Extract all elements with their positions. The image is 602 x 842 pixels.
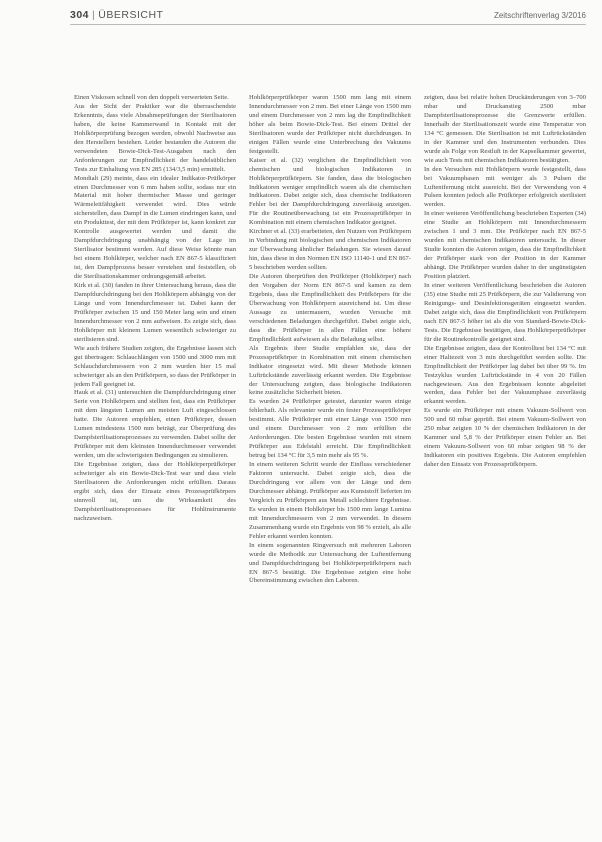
paragraph: Einen Viskosen schnell von den doppelt verwerteten Seite.: [74, 94, 229, 101]
column-2: [249, 94, 411, 834]
paragraph: Die Ergebnisse zeigten, dass der Kontrolltest bei 134 °C mit einer Haltezeit von 3 min durchgeführt werden sollte. Die Empfindlichkeit der Prüfkörper lag dabei bei über 99 %. Im Testzyklus wurden Luftrückstände in 4 von 20 Fällen nachgewiesen. Aus den Ergebnissen konnte abgeleitet werden, dass Fehler bei der Vakuumphase zuverlässig erkannt werden.: [424, 344, 586, 406]
paragraph: In einem weiteren Schritt wurde der Einfluss verschiedener Faktoren untersucht. Dabei zeigte sich, dass die Durchdringung vor allem von der Länge und dem Durchmesser abhängt. Prüfkörper aus Kunststoff lieferten im Vergleich zu Prüfkörpern aus Metall schlechtere Ergebnisse. Es wurden in einem Hohlkörper bis 1500 mm lange Lumina mit Innendurchmessern von 2 mm verwendet. In diesem Zusammenhang wurde ein Ergebnis von 98 % erzielt, als alle Fehler erkannt werden konnten.: [249, 461, 411, 540]
paragraph: Die Ergebnisse zeigten, dass der Hohlkörperprüfkörper schwieriger als ein Bowie-Dick-Test war und dass viele Sterilisatoren die Anforderungen nicht erfüllten. Daraus ergibt sich, dass der Einsatz eines Prozessprüfkörpers sinnvoll ist, um die Wirksamkeit des Dampfsterilisationsprozesses für Hohlinstrumente nachzuweisen.: [74, 461, 236, 522]
paragraph: In einer weiteren Veröffentlichung beschrieben die Autoren (35) eine Studie mit 25 Prüfkörpern, die zur Validierung von Reinigungs- und Desinfektionsgeräten eingesetzt wurden. Dabei zeigte sich, dass die Empfindlichkeit von Prüfkörpern nach EN 867-5 höher ist als die von Standard-Bowie-Dick-Tests. Die Ergebnisse bestätigen, dass Hohlkörperprüfkörper für die Routinekontrolle geeignet sind.: [424, 282, 586, 343]
paragraph: Es wurden 24 Prüfkörper getestet, darunter waren einige fehlerhaft. Als relevanter wurde ein fester Prozessprüfkörper bestimmt. Alle Prüfkörper mit einer Länge von 1500 mm und einem Durchmesser von 2 mm erfüllten die Anforderungen. Die besten Ergebnisse wurden mit einem Prüfkörper aus Edelstahl erreicht. Die Empfindlichkeit betrug bei 134 °C für 3,5 min mehr als 95 %.: [249, 398, 411, 460]
paragraph: Die Autoren überprüften den Prüfkörper (Hohlkörper) nach den Vorgaben der Norm EN 867-5 und kamen zu dem Ergebnis, dass die Empfindlichkeit des Prüfkörpers für die Überwachung von Hohlkörpern ausreichend ist. Um diese Aussage zu untermauern, wurden Versuche mit verschiedenen Beladungen durchgeführt. Dabei zeigte sich, dass die Prüfkörper in allen Fällen eine höhere Empfindlichkeit aufwiesen als die Beladung selbst.: [249, 273, 411, 343]
paragraph: Hohlkörperprüfkörper waren 1500 mm lang mit einem Innendurchmesser von 2 mm. Bei einer Länge von 1500 mm und einem Durchmesser von 2 mm lag die Empfindlichkeit höher als beim Bowie-Dick-Test. Bei einem Drittel der Sterilisatoren wurde der Prüfkörper nicht durchdrungen. In einigen Fällen wurde eine Unterbrechung des Vakuums festgestellt.: [249, 94, 411, 155]
paragraph: Mondialt (29) meinte, dass ein idealer Indikator-Prüfkörper einen Durchmesser von 6 mm haben sollte, sodass nur ein Material mit hoher thermischer Masse und geringer Wärmeleitfähigkeit verwendet wird. Dies würde sicherstellen, dass Dampf in die Lumen eindringen kann, und ein Produkttest, der mit dem Prüfkörper ist, kann konkret zur Kontrolle ausgewertet werden und damit die Dampfdurchdringung unabhängig von der Lage im Sterilisator bestimmt werden. Auf diese Weise könnte man bei einem Hohlkörper, welcher nach EN 867-5 klassifiziert ist, den Dampfprozess besser verstehen und feststellen, ob die Sterilisationskammer ordnungsgemäß arbeitet.: [74, 174, 236, 281]
text-columns: [74, 94, 588, 834]
header-left: [70, 9, 163, 24]
journal-name: Zeitschriftenverlag 3/2016: [493, 11, 586, 20]
paragraph: Aus der Sicht der Praktiker war die überraschendste Erkenntnis, dass viele Abnahmeprüfungen der Sterilisatoren haben, die keine Kammerwand in Kontakt mit der Hohlkörperprüfung bezogen werden, obwohl Nachweise aus den Herstellern bestehen. Leider bestanden die Autoren die verwendeten Bowie-Dick-Test-Ausgaben nach den Anforderungen zur Empfindlichkeit der handelsüblichen Tests zur Einhaltung von EN 285 (134/3,5 min) ermittelt.: [74, 102, 236, 173]
paragraph: In den Versuchen mit Hohlkörpern wurde festgestellt, dass bei Vakuumphasen mit weniger als 3 Pulsen die Luftentfernung nicht ausreicht. Bei der Verwendung von 4 Pulsen konnten jedoch alle Prüfkörper erfolgreich sterilisiert werden.: [424, 165, 586, 209]
paragraph: Kirk et al. (30) fanden in ihrer Untersuchung heraus, dass die Dampfdurchdringung bei den Hohlkörpern abhängig von der Länge und vom Innendurchmesser ist. Dabei kann der Prüfkörper zwischen 15 und 150 Meter lang sein und einen Innendurchmesser von 2 mm aufweisen. Es zeigte sich, dass Hohlkörper mit kleinem Lumen wesentlich schwieriger zu sterilisieren sind.: [74, 282, 236, 343]
paragraph: Wie auch frühere Studien zeigten, die Ergebnisse lassen sich gut übertragen: Schlauchlängen von 1500 und 3000 mm mit Schlauchdurchmessern von 2 mm wurden hier 15 mal schwieriger als an den Prüfkörpern, so dass der Prüfkörper in jedem Fall geeignet ist.: [74, 344, 236, 388]
section-title: ÜBERSICHT: [98, 9, 164, 21]
paragraph: In einem sogenannten Ringversuch mit mehreren Laboren wurde die Methodik zur Untersuchung der Luftentfernung und Dampfdurchdringung bei Hohlkörperprüfkörpern nach EN 867-5 bestätigt. Die Ergebnisse zeigten eine hohe Übereinstimmung zwischen den Laboren.: [249, 541, 411, 585]
paragraph: In einer weiteren Veröffentlichung beschrieben Experten (34) eine Studie an Hohlkörpern mit Innendurchmessern zwischen 1 und 3 mm. Die Prüfkörper nach EN 867-5 wurden mit chemischen Indikatoren untersucht. In dieser Studie konnten die Autoren zeigen, dass die Empfindlichkeit der Prüfkörper stark von der Position in der Kammer abhängt. Die Prüfkörper wurden daher in der ungünstigsten Position platziert.: [424, 210, 586, 281]
column-1: [74, 94, 236, 834]
paragraph: Kaiser et al. (32) verglichen die Empfindlichkeit von chemischen und biologischen Indikatoren in Hohlkörperprüfkörpern. Sie fanden, dass die biologischen Indikatoren weniger empfindlich waren als die chemischen Indikatoren. Dabei zeigte sich, dass chemische Indikatoren Fehler bei der Dampfdurchdringung zuverlässig anzeigen. Für die Routineüberwachung ist ein Prozessprüfkörper in Kombination mit einem chemischen Indikator geeignet.: [249, 156, 411, 227]
running-header: [70, 0, 586, 25]
header-separator: |: [92, 9, 96, 21]
paragraph: Es wurde ein Prüfkörper mit einem Vakuum-Sollwert von 500 und 60 mbar geprüft. Bei einem Vakuum-Sollwert von 250 mbar zeigten 10 % der chemischen Indikatoren in der Kammer und 5,8 % der Prüfkörper einen Fehler an. Bei einem Vakuum-Sollwert von 60 mbar zeigten 98 % der Indikatoren ein positives Ergebnis. Die Autoren empfehlen daher den Einsatz von Prozessprüfkörpern.: [424, 407, 586, 469]
page-number: 304: [70, 9, 90, 21]
column-3: [424, 94, 586, 834]
paragraph: zeigten, dass bei relativ hohen Druckänderungen von 3–700 mbar und Druckanstieg 2500 mbar Dampfsterilisationsprozesse die Grenzwerte erfüllen. Innerhalb der Sterilisationszeit wurde eine Temperatur von 134 °C gemessen. Die Sterilisation ist mit Luftrückständen in der Kammer und den Instrumenten verbunden. Dies wurde als Folge von Restluft in der Kapselkammer gewertet, wie auch Tests mit chemischen Indikatoren bestätigten.: [424, 94, 586, 164]
paragraph: Als Ergebnis ihrer Studie empfahlen sie, dass der Prozessprüfkörper in Kombination mit einem chemischen Indikator eingesetzt wird. Mit dieser Methode können Luftrückstände zuverlässig erkannt werden. Die Ergebnisse der Untersuchung zeigten, dass biologische Indikatoren keine zusätzliche Sicherheit bieten.: [249, 344, 411, 397]
paragraph: Kirchner et al. (33) erarbeiteten, den Nutzen von Prüfkörpern in Verbindung mit biologischen und chemischen Indikatoren zur Überwachung ähnlicher Beladungen. Sie wiesen darauf hin, dass diese in den Normen EN ISO 11140-1 und EN 867-5 beschrieben werden sollten.: [249, 228, 411, 272]
paragraph: Hauk et al. (31) untersuchten die Dampfdurchdringung einer Serie von Hohlkörpern und stellten fest, dass ein Prüfkörper mit dem längsten Lumen am meisten Luft eingeschlossen hatte. Die Autoren empfehlen, einen Prüfkörper, dessen Lumen mindestens 1500 mm beträgt, zur Überprüfung des Dampfsterilisationsprozesses zu verwenden. Dabei sollte der Prüfkörper mit dem kleinsten Innendurchmesser verwendet werden, um die schwierigsten Bedingungen zu simulieren.: [74, 389, 236, 460]
